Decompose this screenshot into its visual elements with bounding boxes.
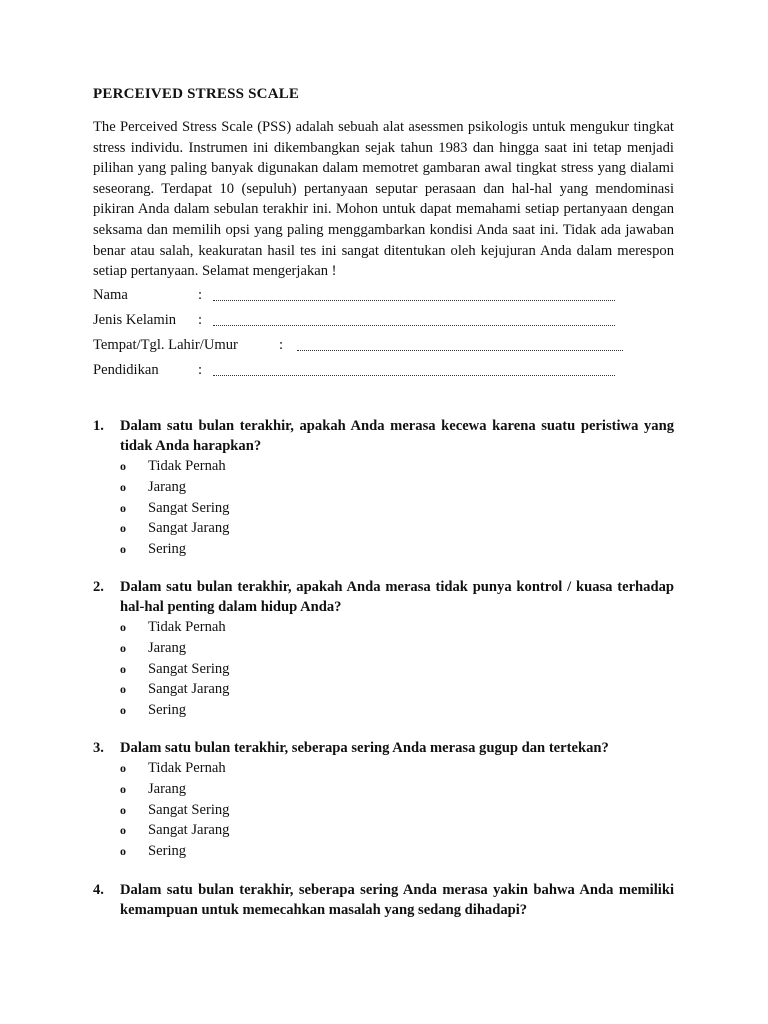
nama-input-line[interactable]	[213, 300, 615, 301]
radio-circle-icon[interactable]: o	[120, 682, 126, 697]
question-3	[93, 738, 674, 862]
question-text: Dalam satu bulan terakhir, apakah Anda merasa kecewa karena suatu peristiwa yang tidak Anda harapkan?	[120, 418, 674, 454]
radio-circle-icon[interactable]: o	[120, 542, 126, 557]
option-label: Sangat Jarang	[148, 681, 230, 698]
question-number: 4.	[93, 882, 104, 898]
radio-circle-icon[interactable]: o	[120, 703, 126, 718]
question-2	[93, 577, 674, 721]
question-number: 1.	[93, 418, 104, 434]
question-4	[93, 880, 674, 920]
field-label: Jenis Kelamin	[93, 312, 177, 328]
tempat-tgl-lahir-umur-input-line[interactable]	[297, 350, 623, 351]
field-colon: :	[279, 337, 284, 353]
radio-circle-icon[interactable]: o	[120, 620, 126, 634]
jenis-kelamin-input-line[interactable]	[213, 325, 615, 326]
pendidikan-input-line[interactable]	[213, 375, 615, 376]
option-label: Jarang	[148, 780, 187, 797]
option-label: Jarang	[148, 639, 187, 656]
radio-circle-icon[interactable]: o	[120, 823, 126, 838]
intro-paragraph: The Perceived Stress Scale (PSS) adalah sebuah alat asessmen psikologis untuk mengukur tingkat stress individu. Instrumen ini dikembangkan sejak tahun 1983 dan hingga saat ini tetap menjadi pilihan yang paling banyak digunakan dalam memotret gambaran awal tingkat stress yang dialami seseorang. Terdapat 10 (sepuluh) pertanyaan seputar perasaan dan hal-hal yang mendominasi pikiran Anda dalam sebulan terakhir ini. Mohon untuk dapat memahami setiap pertanyaan dengan seksama dan memilih opsi yang paling menggambarkan kondisi Anda saat ini. Tidak ada jawaban benar atau salah, keakuratan hasil tes ini sangat ditentukan oleh kejujuran Anda dalam merespon setiap pertanyaan. Selamat mengerjakan !	[93, 119, 674, 280]
option-label: Sangat Sering	[148, 801, 230, 818]
option-item[interactable]	[120, 800, 674, 821]
option-list	[120, 617, 674, 721]
option-label: Tidak Pernah	[148, 458, 226, 474]
option-label: Sering	[148, 843, 187, 860]
radio-circle-icon[interactable]: o	[120, 500, 126, 515]
radio-circle-icon[interactable]: o	[120, 479, 126, 494]
option-label: Jarang	[148, 478, 187, 495]
question-text: Dalam satu bulan terakhir, apakah Anda merasa tidak punya kontrol / kuasa terhadap hal-hal penting dalam hidup Anda?	[120, 579, 674, 615]
option-label: Tidak Pernah	[148, 619, 226, 635]
radio-circle-icon[interactable]: o	[120, 521, 126, 536]
radio-circle-icon[interactable]: o	[120, 459, 126, 473]
field-colon: :	[198, 312, 203, 328]
option-list	[120, 456, 674, 560]
field-label: Tempat/Tgl. Lahir/Umur	[93, 337, 238, 353]
option-item[interactable]	[120, 477, 674, 498]
option-item[interactable]	[120, 841, 674, 862]
option-label: Tidak Pernah	[148, 760, 226, 776]
radio-circle-icon[interactable]: o	[120, 661, 126, 676]
option-item[interactable]	[120, 659, 674, 680]
option-label: Sangat Jarang	[148, 520, 230, 537]
question-text: Dalam satu bulan terakhir, seberapa sering Anda merasa gugup dan tertekan?	[120, 740, 609, 756]
option-item[interactable]	[120, 779, 674, 800]
option-label: Sangat Sering	[148, 499, 230, 516]
option-item[interactable]	[120, 638, 674, 659]
field-label: Nama	[93, 287, 128, 303]
radio-circle-icon[interactable]: o	[120, 781, 126, 796]
option-label: Sering	[148, 541, 187, 558]
radio-circle-icon[interactable]: o	[120, 802, 126, 817]
option-list	[120, 758, 674, 862]
question-number: 2.	[93, 579, 104, 595]
question-1	[93, 416, 674, 560]
option-item[interactable]	[120, 518, 674, 539]
option-item[interactable]	[120, 820, 674, 841]
option-item[interactable]	[120, 617, 674, 638]
question-text: Dalam satu bulan terakhir, seberapa sering Anda merasa yakin bahwa Anda memiliki kemampuan untuk memecahkan masalah yang sedang dihadapi?	[120, 882, 674, 918]
option-item[interactable]	[120, 539, 674, 560]
question-number: 3.	[93, 740, 104, 756]
option-label: Sangat Sering	[148, 660, 230, 677]
radio-circle-icon[interactable]: o	[120, 640, 126, 655]
option-item[interactable]	[120, 498, 674, 519]
option-item[interactable]	[120, 679, 674, 700]
option-item[interactable]	[120, 456, 674, 477]
radio-circle-icon[interactable]: o	[120, 761, 126, 775]
radio-circle-icon[interactable]: o	[120, 844, 126, 859]
field-colon: :	[198, 287, 203, 303]
option-label: Sangat Jarang	[148, 822, 230, 839]
option-label: Sering	[148, 702, 187, 719]
page-title: PERCEIVED STRESS SCALE	[93, 86, 300, 102]
field-colon: :	[198, 362, 203, 378]
option-item[interactable]	[120, 758, 674, 779]
field-label: Pendidikan	[93, 362, 159, 378]
option-item[interactable]	[120, 700, 674, 721]
